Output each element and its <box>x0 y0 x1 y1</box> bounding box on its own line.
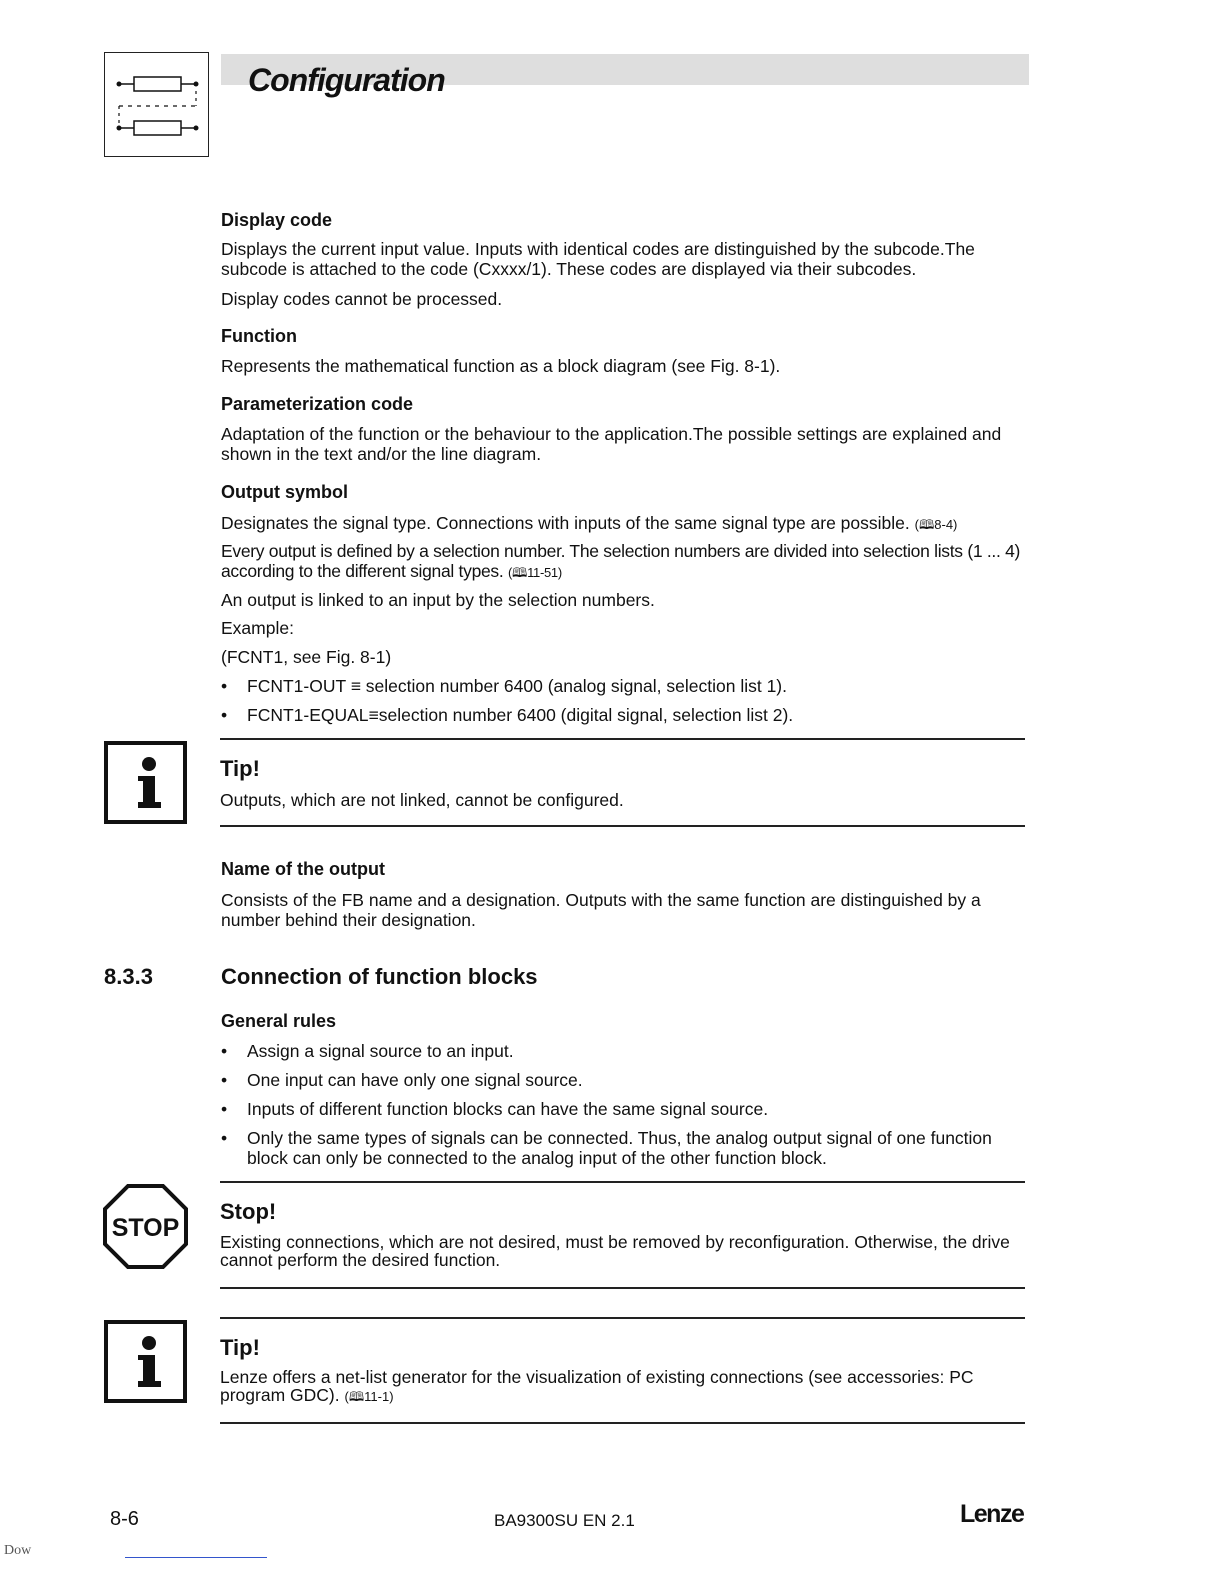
stop-icon <box>103 1184 188 1269</box>
page-ref: 8-4) <box>934 517 958 532</box>
divider <box>220 1422 1025 1424</box>
function-heading: Function <box>221 326 297 346</box>
display-code-heading: Display code <box>221 210 333 230</box>
tip-heading: Tip! <box>220 1335 260 1360</box>
page-title: Configuration <box>248 62 445 98</box>
display-code-text: Displays the current input value. Inputs with identical codes are distinguished by the subcode.The subcode is attached to the code (Cxxxx/1). These codes are displayed via their subcodes. <box>221 239 975 279</box>
info-icon <box>104 1320 187 1403</box>
book-ref-icon: (🕮 <box>914 517 935 532</box>
output-symbol-heading: Output symbol <box>221 482 348 502</box>
list-item: • FCNT1-OUT ≡ selection number 6400 (analog signal, selection list 1). <box>221 676 787 696</box>
config-diagram-icon <box>104 52 209 157</box>
link-underline <box>125 1557 267 1558</box>
divider <box>220 738 1025 740</box>
bullet: • <box>221 1099 228 1119</box>
name-output-text: Consists of the FB name and a designation. Outputs with the same function are distinguished by a number behind their designation. <box>221 890 981 930</box>
output-symbol-text-2: Every output is defined by a selection number. The selection numbers are divided into selection lists (1 ... 4) according to the different signal types. (🕮11-51) <box>221 541 1021 581</box>
list-item: • FCNT1-EQUAL≡selection number 6400 (digital signal, selection list 2). <box>221 705 794 725</box>
param-code-heading: Parameterization code <box>221 394 414 414</box>
name-output-heading: Name of the output <box>221 859 385 879</box>
doc-id: BA9300SU EN 2.1 <box>494 1511 635 1530</box>
lenze-logo: Lenze <box>960 1500 1024 1528</box>
book-ref-icon: (🕮 <box>344 1389 365 1404</box>
stop-heading: Stop! <box>220 1199 277 1224</box>
example-label: Example: <box>221 618 294 638</box>
tip-heading: Tip! <box>220 756 260 781</box>
general-rules-heading: General rules <box>221 1011 337 1031</box>
tip-text: Lenze offers a net-list generator for the visualization of existing connections (see accessories: PC program GDC). (🕮11-1) <box>220 1367 974 1405</box>
divider <box>220 1287 1025 1289</box>
list-item: • Assign a signal source to an input. <box>221 1041 514 1061</box>
page-ref: 11-1) <box>364 1389 394 1404</box>
function-text: Represents the mathematical function as a block diagram (see Fig. 8-1). <box>221 356 781 376</box>
bullet: • <box>221 1070 228 1090</box>
tip-text: Outputs, which are not linked, cannot be configured. <box>220 790 624 810</box>
divider <box>220 825 1025 827</box>
example-ref: (FCNT1, see Fig. 8-1) <box>221 647 392 667</box>
stop-text: Existing connections, which are not desired, must be removed by reconfiguration. Otherwise, the drive cannot perform the desired function. <box>220 1232 1010 1270</box>
page-number: 8-6 <box>110 1508 139 1530</box>
bullet: • <box>221 676 228 696</box>
bullet: • <box>221 1041 228 1061</box>
corner-text: Dow <box>4 1543 32 1558</box>
display-code-note: Display codes cannot be processed. <box>221 289 503 309</box>
list-item: • Inputs of different function blocks can have the same signal source. <box>221 1099 769 1119</box>
output-symbol-text-1: Designates the signal type. Connections with inputs of the same signal type are possible. (🕮8-4) <box>221 513 958 533</box>
bullet: • <box>221 705 228 725</box>
divider <box>220 1181 1025 1183</box>
bullet: • <box>221 1128 228 1148</box>
list-item: • One input can have only one signal source. <box>221 1070 583 1090</box>
list-item: • Only the same types of signals can be connected. Thus, the analog output signal of one function block can only be connected to the analog input of the other function block. <box>221 1128 992 1168</box>
page-ref: 11-51) <box>527 565 562 580</box>
section-heading: Connection of function blocks <box>221 964 538 989</box>
info-icon <box>104 741 187 824</box>
param-code-text: Adaptation of the function or the behaviour to the application.The possible settings are explained and shown in the text and/or the line diagram. <box>221 424 1002 464</box>
divider <box>220 1317 1025 1319</box>
output-symbol-text-3: An output is linked to an input by the selection numbers. <box>221 590 655 610</box>
stop-icon-label: STOP <box>111 1214 180 1242</box>
book-ref-icon: (🕮 <box>508 565 528 580</box>
section-number: 8.3.3 <box>104 964 153 989</box>
